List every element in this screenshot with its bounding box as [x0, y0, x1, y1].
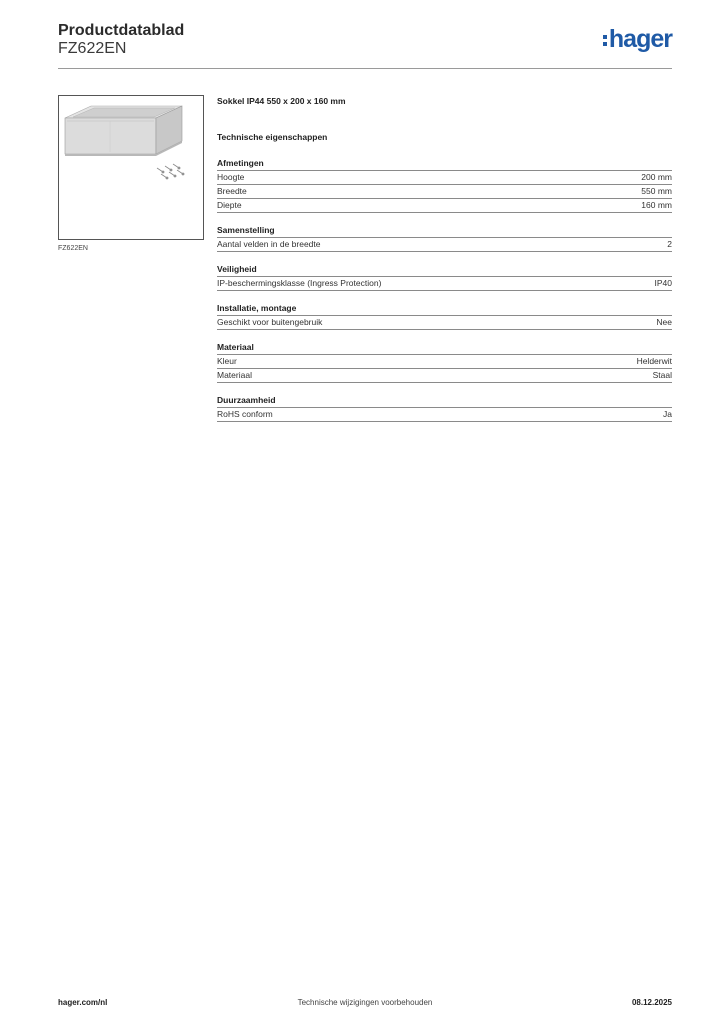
spec-label: Geschikt voor buitengebruik — [217, 317, 323, 327]
section-title: Duurzaamheid — [217, 395, 672, 408]
spec-value: Staal — [652, 370, 672, 380]
spec-label: Hoogte — [217, 172, 245, 182]
spec-label: Breedte — [217, 186, 247, 196]
spec-label: RoHS conform — [217, 409, 273, 419]
spec-label: Diepte — [217, 200, 242, 210]
spec-value: 200 mm — [641, 172, 672, 182]
spec-row — [217, 171, 672, 185]
product-image — [58, 95, 204, 240]
spec-section — [217, 264, 672, 291]
spec-row — [217, 199, 672, 213]
section-title: Veiligheid — [217, 264, 672, 277]
page-title: Productdatablad — [58, 22, 185, 39]
spec-row — [217, 408, 672, 422]
product-code: FZ622EN — [58, 40, 127, 57]
plinth-illustration — [59, 96, 203, 239]
hager-logo — [603, 27, 672, 51]
spec-label: Aantal velden in de breedte — [217, 239, 321, 249]
image-caption: FZ622EN — [58, 245, 88, 252]
section-title: Afmetingen — [217, 158, 672, 171]
spec-row — [217, 355, 672, 369]
logo-dots-icon — [603, 35, 607, 46]
spec-label: Kleur — [217, 356, 237, 366]
spec-row — [217, 238, 672, 252]
spec-value: Ja — [663, 409, 672, 419]
spec-row — [217, 277, 672, 291]
spec-value: 2 — [667, 239, 672, 249]
spec-section — [217, 158, 672, 213]
spec-content — [217, 96, 672, 434]
spec-value: IP40 — [654, 278, 672, 288]
spec-label: Materiaal — [217, 370, 252, 380]
spec-value: 160 mm — [641, 200, 672, 210]
spec-section — [217, 225, 672, 252]
spec-label: IP-beschermingsklasse (Ingress Protection) — [217, 278, 382, 288]
tech-properties-title: Technische eigenschappen — [217, 132, 328, 142]
spec-section — [217, 395, 672, 422]
spec-section — [217, 342, 672, 383]
spec-row — [217, 185, 672, 199]
spec-value: Nee — [656, 317, 672, 327]
section-title: Materiaal — [217, 342, 672, 355]
spec-sections — [217, 158, 672, 422]
section-title: Installatie, montage — [217, 303, 672, 316]
product-name: Sokkel IP44 550 x 200 x 160 mm — [217, 96, 346, 106]
spec-value: Helderwit — [636, 356, 672, 366]
spec-row — [217, 369, 672, 383]
header-divider — [58, 68, 672, 69]
logo-text: hager — [608, 25, 672, 53]
spec-row — [217, 316, 672, 330]
spec-value: 550 mm — [641, 186, 672, 196]
spec-section — [217, 303, 672, 330]
footer-disclaimer: Technische wijzigingen voorbehouden — [297, 998, 433, 1007]
footer-website[interactable]: hager.com/nl — [58, 998, 108, 1007]
footer-date: 08.12.2025 — [631, 998, 672, 1007]
section-title: Samenstelling — [217, 225, 672, 238]
